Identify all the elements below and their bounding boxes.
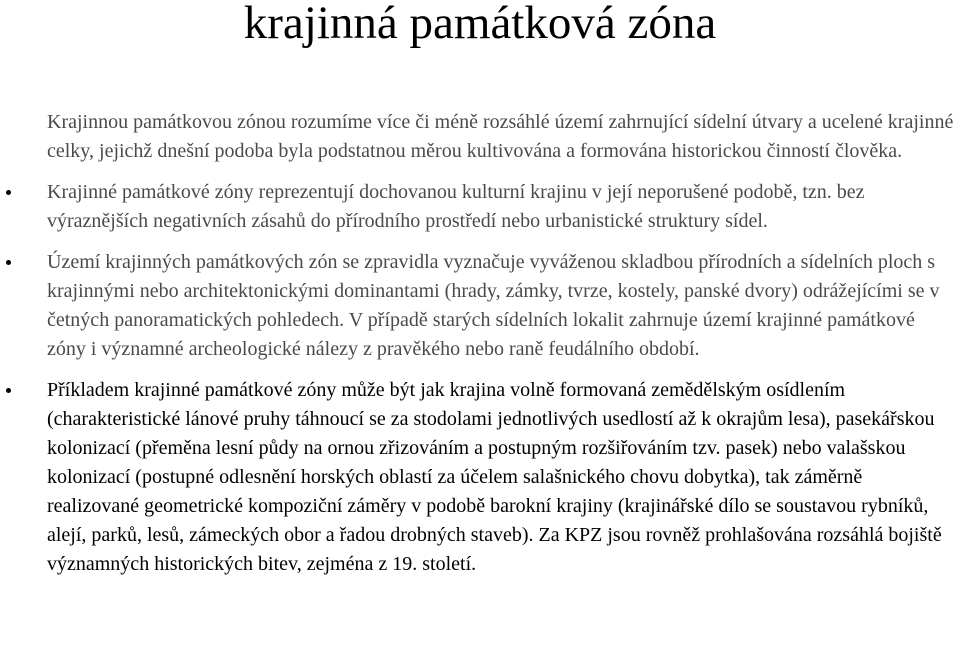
bullet-list <box>47 178 957 579</box>
bullet-text: Krajinné památkové zóny reprezentují dochovanou kulturní krajinu v její neporušené podobě, tzn. bez výraznějších negativních zásahů do přírodního prostředí nebo urbanistické struktury sídel. <box>47 181 865 232</box>
bullet-dot-icon <box>6 388 11 393</box>
bullet-dot-icon <box>6 190 11 195</box>
slide-title: krajinná památková zóna <box>243 0 717 49</box>
bullet-item-3 <box>47 376 957 579</box>
bullet-text: Příkladem krajinné památkové zóny může být jak krajina volně formovaná zemědělským osídlením (charakteristické lánové pruhy táhnoucí se za stodolami jednotlivých usedlostí až k okrajům lesa), pasekářskou kolonizací (přeměna lesní půdy na ornou zřizováním a postupným rozšiřováním tzv. pasek) nebo valašskou kolonizací (postupné odlesnění horských oblastí za účelem salašnického chovu dobytka), tak záměrně realizované geometrické kompoziční záměry v podobě barokní krajiny (krajinářské dílo se soustavou rybníků, alejí, parků, lesů, zámeckých obor a řadou drobných staveb). Za KPZ jsou rovněž prohlašována rozsáhlá bojiště významných historických bitev, zejména z 19. století. <box>47 379 942 575</box>
bullet-dot-icon <box>6 260 11 265</box>
intro-paragraph: Krajinnou památkovou zónou rozumíme více či méně rozsáhlé území zahrnující sídelní útvary a ucelené krajinné celky, jejichž dnešní podoba byla podstatnou měrou kultivována a formována historickou činností člověka. <box>47 111 954 162</box>
bullet-item-2 <box>47 248 957 364</box>
slide-content <box>47 108 957 579</box>
bullet-text: Území krajinných památkových zón se zpravidla vyznačuje vyváženou skladbou přírodních a sídelních ploch s krajinnými nebo architektonickými dominantami (hrady, zámky, tvrze, kostely, panské dvory) odrážejícími se v četných panoramatických pohledech. V případě starých sídelních lokalit zahrnuje území krajinné památkové zóny i významné archeologické nálezy z pravěkého nebo raně feudálního období. <box>47 251 940 360</box>
bullet-item-1 <box>47 178 957 236</box>
